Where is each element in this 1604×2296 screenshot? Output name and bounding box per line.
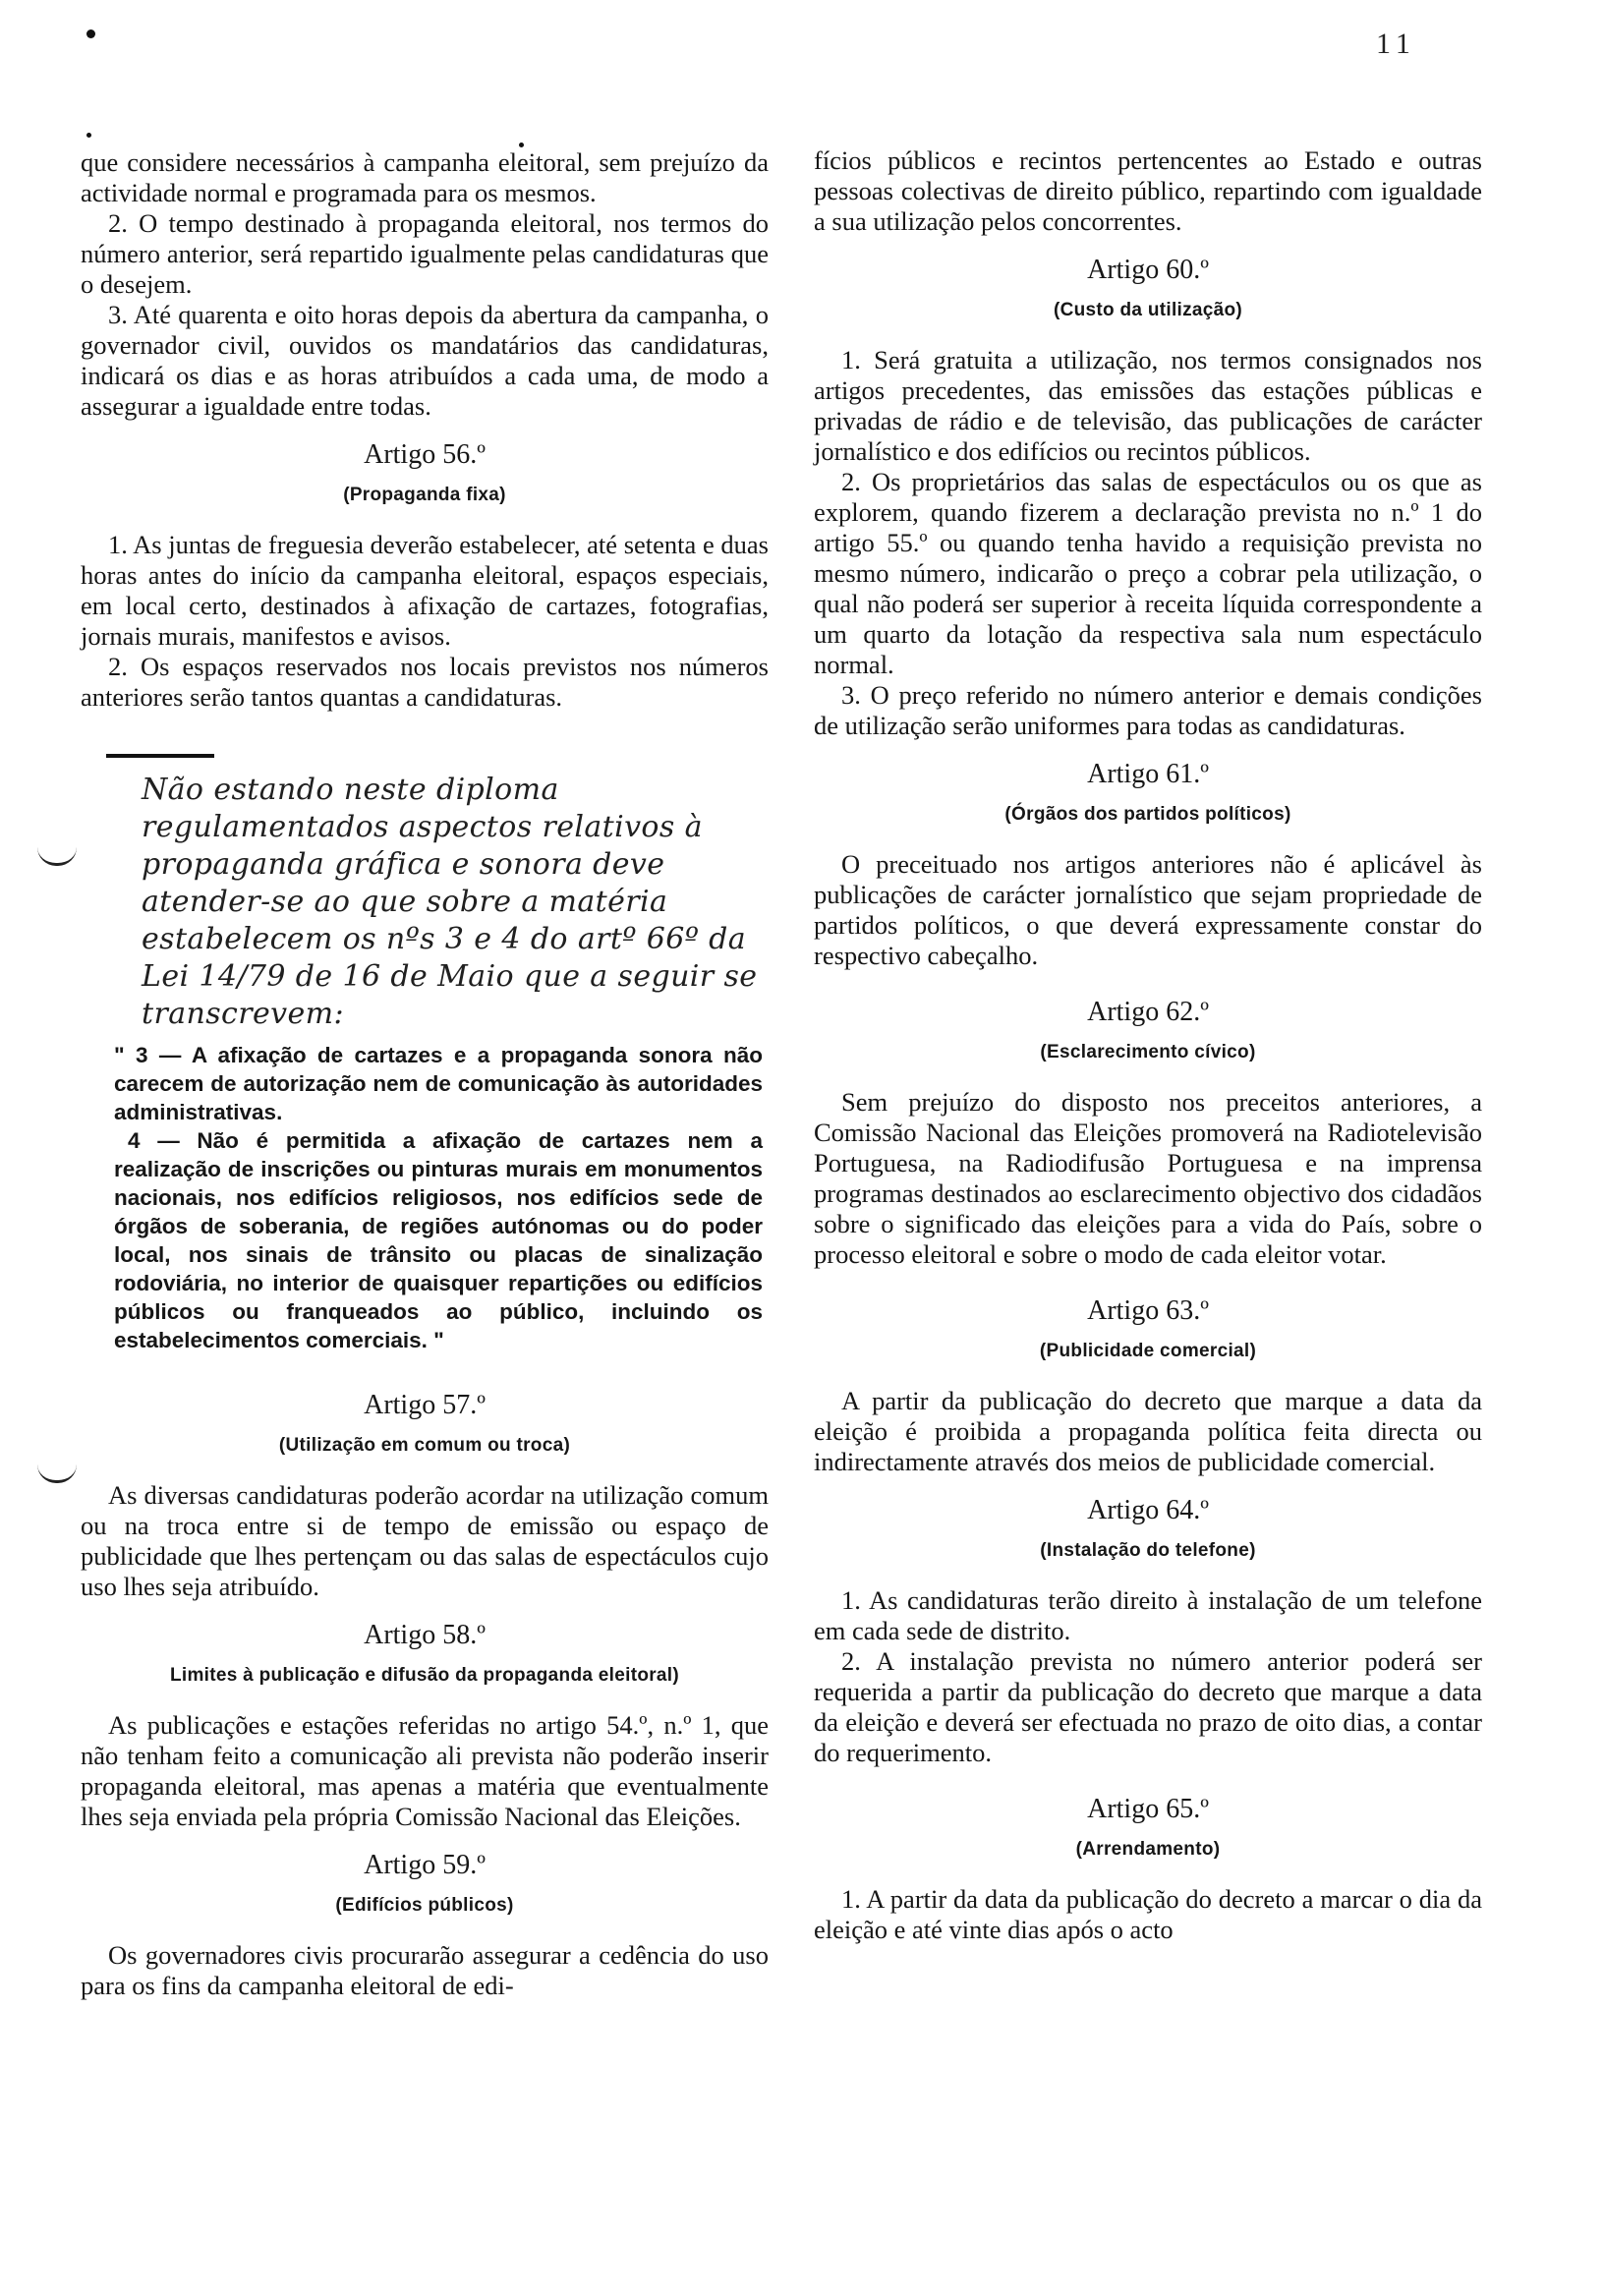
article-title: Artigo 60.º (1087, 255, 1209, 285)
paragraph: 3. Até quarenta e oito horas depois da abertura da campanha, o governador civil, ouvidos os mandatários das candidaturas, indicará os dias e as horas atribuídos a cada uma, de modo a assegurar a igualdade entre todas. (81, 300, 769, 421)
article-subtitle: (Propaganda fixa) (343, 485, 506, 505)
paragraph: As publicações e estações referidas no artigo 54.º, n.º 1, que não tenham feito a comunicação ali prevista não poderão inserir propaganda eleitoral, mas apenas a matéria que eventualmente lhes seja enviada pela própria Comissão Nacional das Eleições. (81, 1710, 769, 1831)
paragraph: 2. Os espaços reservados nos locais previstos nos números anteriores serão tantos quantas a candidaturas. (81, 652, 769, 712)
article-title: Artigo 56.º (364, 439, 486, 470)
article-title: Artigo 59.º (364, 1850, 486, 1880)
scan-speck (86, 133, 91, 138)
article-subtitle: (Utilização em comum ou troca) (278, 1435, 571, 1456)
article-title: Artigo 57.º (364, 1390, 486, 1420)
paragraph: As diversas candidaturas poderão acordar na utilização comum ou na troca entre si de tempo de emissão ou espaço de publicidade que lhes pertençam ou das salas de espectáculos cujo uso lhes seja atribuído. (81, 1480, 769, 1601)
paragraph: 3. O preço referido no número anterior e demais condições de utilização serão uniformes para todas as candidaturas. (814, 680, 1482, 740)
article-subtitle: (Instalação do telefone) (1040, 1540, 1256, 1561)
article-subtitle: (Arrendamento) (1075, 1839, 1221, 1860)
paragraph: 2. A instalação prevista no número anterior poderá ser requerida a partir da publicação do decreto que marque a data da eleição e deverá ser efectuada no prazo de oito dias, a contar do requerimento. (814, 1646, 1482, 1767)
margin-mark (37, 1464, 77, 1483)
article-title: Artigo 58.º (364, 1620, 486, 1650)
paragraph: 2. O tempo destinado à propaganda eleitoral, nos termos do número anterior, será repartido igualmente pelas candidaturas que o desejem. (81, 208, 769, 299)
scan-speck (86, 29, 95, 38)
margin-mark (37, 847, 77, 866)
quote-paragraph: 4 — Não é permitida a afixação de cartazes nem a realização de inscrições ou pinturas murais em monumentos nacionais, nos edifícios religiosos, nos edifícios sede de órgãos de soberania, de regiões autónomas ou do poder local, nos sinais de trânsito ou placas de sinalização rodoviária, no interior de quaisquer repartições ou edifícios públicos ou franqueados ao público, incluindo os estabelecimentos comerciais. " (114, 1128, 763, 1352)
paragraph: A partir da publicação do decreto que marque a data da eleição é proibida a propaganda política feita directa ou indirectamente através dos meios de publicidade comercial. (814, 1386, 1482, 1476)
article-title: Artigo 65.º (1087, 1794, 1209, 1824)
article-title: Artigo 62.º (1087, 997, 1209, 1027)
article-subtitle: (Órgãos dos partidos políticos) (1004, 804, 1291, 825)
paragraph: 2. Os proprietários das salas de espectáculos ou os que as explorem, quando fizerem a declaração prevista no n.º 1 do artigo 55.º ou quando tenha havido a requisição prevista no mesmo número, indicarão o preço a cobrar pela utilização, o qual não poderá ser superior à receita líquida correspondente a um quarto da lotação da respectiva sala num espectáculo normal. (814, 467, 1482, 679)
article-subtitle: (Edifícios públicos) (335, 1895, 514, 1916)
paragraph: 1. As candidaturas terão direito à instalação de um telefone em cada sede de distrito. (814, 1585, 1482, 1645)
article-subtitle: (Esclarecimento cívico) (1040, 1042, 1256, 1062)
paragraph: O preceituado nos artigos anteriores não é aplicável às publicações de carácter jornalístico que sejam propriedade de partidos políticos, o que deverá expressamente constar do respectivo cabeçalho. (814, 849, 1482, 970)
paragraph: que considere necessários à campanha eleitoral, sem prejuízo da actividade normal e programada para os mesmos. (81, 147, 769, 207)
paragraph: fícios públicos e recintos pertencentes ao Estado e outras pessoas colectivas de direito público, repartindo com igualdade a sua utilização pelos concorrentes. (814, 145, 1482, 236)
right-column (814, 145, 1482, 1945)
article-subtitle: (Publicidade comercial) (1039, 1341, 1257, 1361)
article-subtitle: Limites à publicação e difusão da propaganda eleitoral) (169, 1665, 679, 1686)
handwritten-note: Não estando neste diploma regulamentados aspectos relativos à propaganda gráfica e sonora deve atender-se ao que sobre a matéria estabelecem os nºs 3 e 4 do artº 66º da Lei 14/79 de 16 de Maio que a seguir se transcrevem: (142, 773, 758, 1031)
article-title: Artigo 63.º (1087, 1295, 1209, 1326)
page-number: 11 (1376, 28, 1416, 60)
paragraph: 1. As juntas de freguesia deverão estabelecer, até setenta e duas horas antes do início da campanha eleitoral, espaços especiais, em local certo, destinados à afixação de cartazes, fotografias, jornais murais, manifestos e avisos. (81, 530, 769, 651)
article-title: Artigo 61.º (1087, 759, 1209, 789)
divider (106, 754, 214, 758)
paragraph: 1. A partir da data da publicação do decreto a marcar o dia da eleição e até vinte dias após o acto (814, 1884, 1482, 1944)
left-column (81, 147, 769, 2001)
article-subtitle: (Custo da utilização) (1053, 300, 1243, 320)
article-title: Artigo 64.º (1087, 1495, 1209, 1525)
law-quote (114, 1041, 763, 1354)
paragraph: Os governadores civis procurarão assegurar a cedência do uso para os fins da campanha eleitoral de edi- (81, 1940, 769, 2000)
paragraph: Sem prejuízo do disposto nos preceitos anteriores, a Comissão Nacional das Eleições promoverá na Radiotelevisão Portuguesa, na Radiodifusão Portuguesa e na imprensa programas destinados ao esclarecimento objectivo dos cidadãos sobre o significado das eleições para a vida do País, sobre o processo eleitoral e sobre o modo de cada eleitor votar. (814, 1087, 1482, 1269)
paragraph: 1. Será gratuita a utilização, nos termos consignados nos artigos precedentes, das emissões das estações públicas e privadas de rádio e de televisão, das publicações de carácter jornalístico e dos edifícios ou recintos públicos. (814, 345, 1482, 466)
quote-paragraph: " 3 — A afixação de cartazes e a propaganda sonora não carecem de autorização nem de comunicação às autoridades administrativas. (114, 1043, 763, 1124)
